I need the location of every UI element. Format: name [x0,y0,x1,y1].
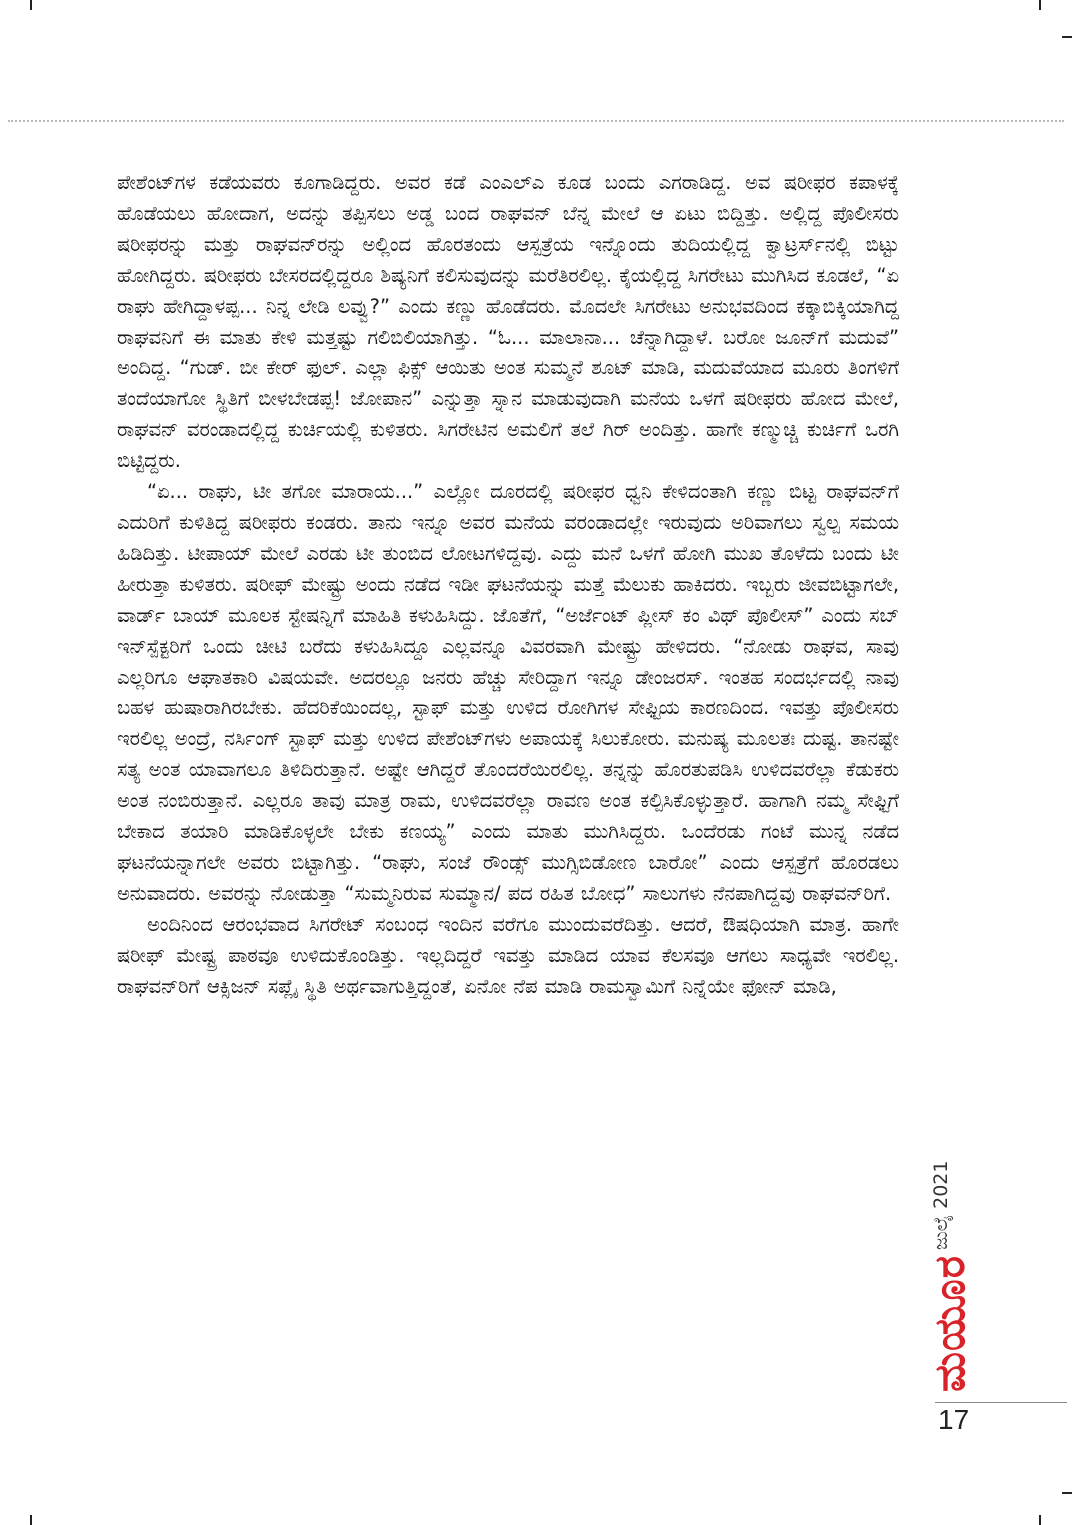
crop-mark-right-lower [1062,1492,1072,1494]
crop-mark-top-right [1039,0,1041,10]
crop-mark-right-upper [1062,36,1072,38]
article-paragraph: ಪೇಶೆಂಟ್‌ಗಳ ಕಡೆಯವರು ಕೂಗಾಡಿದ್ದರು. ಅವರ ಕಡೆ ಎಂಎಲ್‌ಎ ಕೂಡ ಬಂದು ಎಗರಾಡಿದ್ದ. ಅವ ಷರೀಫರ ಕಪಾಳಕ್ಕೆ ಹೊಡೆಯಲು ಹೋದಾಗ, ಅದನ್ನು ತಪ್ಪಿಸಲು ಅಡ್ಡ ಬಂದ ರಾಘವನ್ ಬೆನ್ನ ಮೇಲೆ ಆ ಏಟು ಬಿದ್ದಿತ್ತು. ಅಲ್ಲಿದ್ದ ಪೊಲೀಸರು ಷರೀಫರನ್ನು ಮತ್ತು ರಾಘವನ್‌ರನ್ನು ಅಲ್ಲಿಂದ ಹೊರತಂದು ಆಸ್ಪತ್ರೆಯ ಇನ್ನೊಂದು ತುದಿಯಲ್ಲಿದ್ದ ಕ್ವಾಟ್ರರ್ಸ್‌ನಲ್ಲಿ ಬಿಟ್ಟು ಹೋಗಿದ್ದರು. ಷರೀಫರು ಬೇಸರದಲ್ಲಿದ್ದರೂ ಶಿಷ್ಯನಿಗೆ ಕಲಿಸುವುದನ್ನು ಮರೆತಿರಲಿಲ್ಲ. ಕೈಯಲ್ಲಿದ್ದ ಸಿಗರೇಟು ಮುಗಿಸಿದ ಕೂಡಲೆ, “ಏ ರಾಘು ಹೇಗಿದ್ದಾಳಪ್ಪ... ನಿನ್ನ ಲೇಡಿ ಲವ್ವು?” ಎಂದು ಕಣ್ಣು ಹೊಡೆದರು. ಮೊದಲೇ ಸಿಗರೇಟು ಅನುಭವದಿಂದ ಕಕ್ಕಾಬಿಕ್ಕಿಯಾಗಿದ್ದ ರಾಘವನಿಗೆ ಈ ಮಾತು ಕೇಳಿ ಮತ್ತಷ್ಟು ಗಲಿಬಿಲಿಯಾಗಿತ್ತು. “ಓ... ಮಾಲಾನಾ... ಚೆನ್ನಾಗಿದ್ದಾಳೆ. ಬರೋ ಜೂನ್‌ಗೆ ಮದುವೆ” ಅಂದಿದ್ದ. “ಗುಡ್. ಬೀ ಕೇರ್ ಫುಲ್. ಎಲ್ಲಾ ಫಿಕ್ಸ್ ಆಯಿತು ಅಂತ ಸುಮ್ಮನೆ ಶೂಟ್ ಮಾಡಿ, ಮದುವೆಯಾದ ಮೂರು ತಿಂಗಳಿಗೆ ತಂದೆಯಾಗೋ ಸ್ಥಿತಿಗೆ ಬೀಳಬೇಡಪ್ಪ! ಜೋಪಾನ” ಎನ್ನುತ್ತಾ ಸ್ನಾನ ಮಾಡುವುದಾಗಿ ಮನೆಯ ಒಳಗೆ ಷರೀಫರು ಹೋದ ಮೇಲೆ, ರಾಘವನ್ ವರಂಡಾದಲ್ಲಿದ್ದ ಕುರ್ಚಿಯಲ್ಲಿ ಕುಳಿತರು. ಸಿಗರೇಟಿನ ಅಮಲಿಗೆ ತಲೆ ಗಿರ್ ಅಂದಿತ್ತು. ಹಾಗೇ ಕಣ್ಮುಚ್ಚಿ ಕುರ್ಚಿಗೆ ಒರಗಿ ಬಿಟ್ಟಿದ್ದರು. [117,171,900,473]
article-body [117,168,899,1002]
issue-date: ಜುಲೈ 2021 [930,1160,952,1250]
page-number: 17 [938,1404,970,1435]
crop-mark-bottom-left [30,1515,32,1525]
crop-mark-top-left [30,0,32,10]
crop-mark-bottom-right [1039,1515,1041,1525]
magazine-logo: ಮಯೂರ [925,1255,974,1392]
page-number-rule [935,1402,1067,1403]
header-dotted-rule [8,120,1064,122]
article-paragraph: “ಏ... ರಾಘು, ಟೀ ತಗೋ ಮಾರಾಯ...” ಎಲ್ಲೋ ದೂರದಲ್ಲಿ ಷರೀಫರ ಧ್ವನಿ ಕೇಳಿದಂತಾಗಿ ಕಣ್ಣು ಬಿಟ್ಟ ರಾಘವನ್‌ಗೆ ಎದುರಿಗೆ ಕುಳಿತಿದ್ದ ಷರೀಫರು ಕಂಡರು. ತಾನು ಇನ್ನೂ ಅವರ ಮನೆಯ ವರಂಡಾದಲ್ಲೇ ಇರುವುದು ಅರಿವಾಗಲು ಸ್ವಲ್ಪ ಸಮಯ ಹಿಡಿದಿತ್ತು. ಟೀಪಾಯ್ ಮೇಲೆ ಎರಡು ಟೀ ತುಂಬಿದ ಲೋಟಗಳಿದ್ದವು. ಎದ್ದು ಮನೆ ಒಳಗೆ ಹೋಗಿ ಮುಖ ತೊಳೆದು ಬಂದು ಟೀ ಹೀರುತ್ತಾ ಕುಳಿತರು. ಷರೀಫ್ ಮೇಷ್ಟ್ರು ಅಂದು ನಡೆದ ಇಡೀ ಘಟನೆಯನ್ನು ಮತ್ತೆ ಮೆಲುಕು ಹಾಕಿದರು. ಇಬ್ಬರು ಜೀವಬಿಟ್ಟಾಗಲೇ, ವಾರ್ಡ್ ಬಾಯ್ ಮೂಲಕ ಸ್ಟೇಷನ್ನಿಗೆ ಮಾಹಿತಿ ಕಳುಹಿಸಿದ್ದು. ಜೊತೆಗೆ, “ಅರ್ಜೆಂಟ್ ಪ್ಲೀಸ್ ಕಂ ವಿಥ್ ಪೊಲೀಸ್” ಎಂದು ಸಬ್ ಇನ್‌ಸ್ಪೆಕ್ಟರಿಗೆ ಒಂದು ಚೀಟಿ ಬರೆದು ಕಳುಹಿಸಿದ್ದೂ ಎಲ್ಲವನ್ನೂ ವಿವರವಾಗಿ ಮೇಷ್ಟ್ರು ಹೇಳಿದರು. “ನೋಡು ರಾಘವ, ಸಾವು ಎಲ್ಲರಿಗೂ ಆಘಾತಕಾರಿ ವಿಷಯವೇ. ಅದರಲ್ಲೂ ಜನರು ಹೆಚ್ಚು ಸೇರಿದ್ದಾಗ ಇನ್ನೂ ಡೇಂಜರಸ್. ಇಂತಹ ಸಂದರ್ಭದಲ್ಲಿ ನಾವು ಬಹಳ ಹುಷಾರಾಗಿರಬೇಕು. ಹೆದರಿಕೆಯಿಂದಲ್ಲ, ಸ್ಟಾಫ್ ಮತ್ತು ಉಳಿದ ರೋಗಿಗಳ ಸೇಫ್ಟಿಯ ಕಾರಣದಿಂದ. ಇವತ್ತು ಪೊಲೀಸರು ಇರಲಿಲ್ಲ ಅಂದ್ರೆ, ನರ್ಸಿಂಗ್ ಸ್ಟಾಫ್ ಮತ್ತು ಉಳಿದ ಪೇಶೆಂಟ್‌ಗಳು ಅಪಾಯಕ್ಕೆ ಸಿಲುಕೋರು. ಮನುಷ್ಯ ಮೂಲತಃ ದುಷ್ಟ. ತಾನಷ್ಟೇ ಸತ್ಯ ಅಂತ ಯಾವಾಗಲೂ ತಿಳಿದಿರುತ್ತಾನೆ. ಅಷ್ಟೇ ಆಗಿದ್ದರೆ ತೊಂದರೆಯಿರಲಿಲ್ಲ. ತನ್ನನ್ನು ಹೊರತುಪಡಿಸಿ ಉಳಿದವರೆಲ್ಲಾ ಕೆಡುಕರು ಅಂತ ನಂಬಿರುತ್ತಾನೆ. ಎಲ್ಲರೂ ತಾವು ಮಾತ್ರ ರಾಮ, ಉಳಿದವರೆಲ್ಲಾ ರಾವಣ ಅಂತ ಕಲ್ಪಿಸಿಕೊಳ್ಳುತ್ತಾರೆ. ಹಾಗಾಗಿ ನಮ್ಮ ಸೇಫ್ಟಿಗೆ ಬೇಕಾದ ತಯಾರಿ ಮಾಡಿಕೊಳ್ಳಲೇ ಬೇಕು ಕಣಯ್ಯ” ಎಂದು ಮಾತು ಮುಗಿಸಿದ್ದರು. ಒಂದೆರಡು ಗಂಟೆ ಮುನ್ನ ನಡೆದ ಘಟನೆಯನ್ನಾಗಲೇ ಅವರು ಬಿಟ್ಟಾಗಿತ್ತು. “ರಾಘು, ಸಂಜೆ ರೌಂಡ್ಸ್ ಮುಗ್ಸಿಬಿಡೋಣ ಬಾರೋ” ಎಂದು ಆಸ್ಪತ್ರೆಗೆ ಹೊರಡಲು ಅನುವಾದರು. ಅವರನ್ನು ನೋಡುತ್ತಾ “ಸುಮ್ಮನಿರುವ ಸುಮ್ಮಾನ/ ಪದ ರಹಿತ ಬೋಧ” ಸಾಲುಗಳು ನೆನಪಾಗಿದ್ದವು ರಾಘವನ್‌ರಿಗೆ. [117,480,899,905]
article-paragraph: ಅಂದಿನಿಂದ ಆರಂಭವಾದ ಸಿಗರೇಟ್ ಸಂಬಂಧ ಇಂದಿನ ವರೆಗೂ ಮುಂದುವರೆದಿತ್ತು. ಆದರೆ, ಔಷಧಿಯಾಗಿ ಮಾತ್ರ. ಹಾಗೇ ಷರೀಫ್ ಮೇಷ್ಟ್ರ ಪಾಠವೂ ಉಳಿದುಕೊಂಡಿತ್ತು. ಇಲ್ಲದಿದ್ದರೆ ಇವತ್ತು ಮಾಡಿದ ಯಾವ ಕೆಲಸವೂ ಆಗಲು ಸಾಧ್ಯವೇ ಇರಲಿಲ್ಲ. ರಾಘವನ್‌ರಿಗೆ ಆಕ್ಸಿಜನ್ ಸಪ್ಲೈ ಸ್ಥಿತಿ ಅರ್ಥವಾಗುತ್ತಿದ್ದಂತೆ, ಏನೋ ನೆಪ ಮಾಡಿ ರಾಮಸ್ವಾಮಿಗೆ ನಿನ್ನೆಯೇ ಫೋನ್ ಮಾಡಿ, [117,912,899,998]
